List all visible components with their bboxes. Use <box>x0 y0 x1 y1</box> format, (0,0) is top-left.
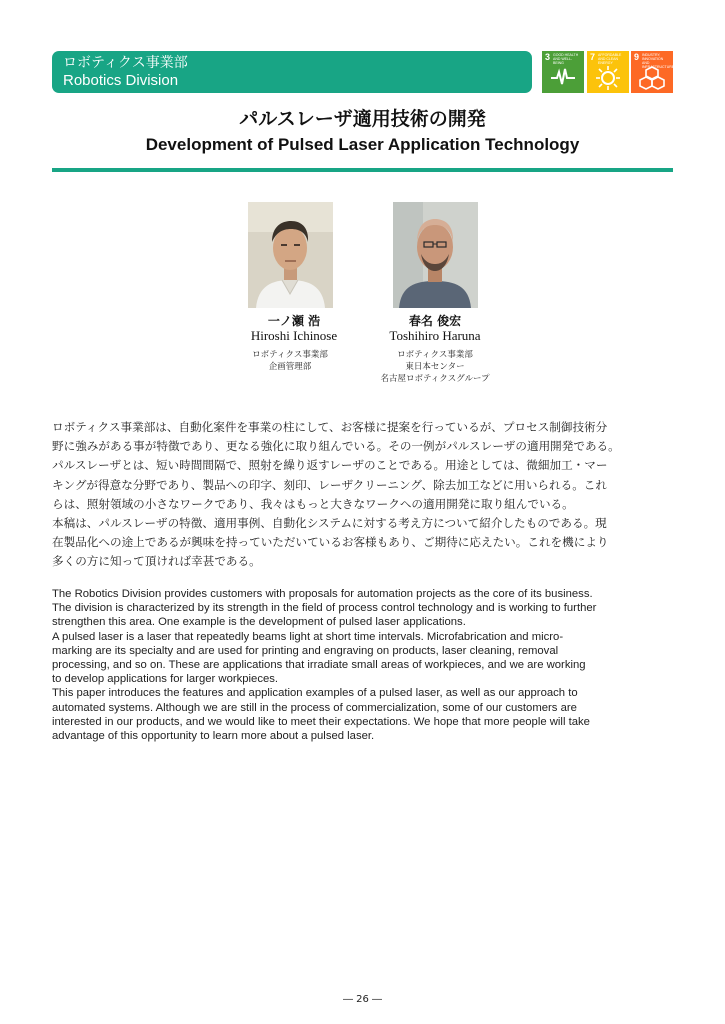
abstract-line: The division is characterized by its strength in the field of process control technology and is working to further <box>52 602 597 615</box>
abstract-line: キングが得意な分野であり、製品への印字、刻印、レーザクリーニング、除去加工などに用いられる。これ <box>52 477 607 492</box>
sdg-label: GOOD HEALTH AND WELL-BEING <box>553 53 579 65</box>
sdg-number: 7 <box>590 52 596 62</box>
author-photo <box>393 202 478 308</box>
sdg-number: 3 <box>545 52 551 62</box>
author-name-en: Hiroshi Ichinose <box>250 328 338 343</box>
abstract-line: automated systems. Although we are still in the process of commercialization, some of our customers are <box>52 701 577 714</box>
division-name-jp: ロボティクス事業部 <box>63 55 188 71</box>
abstract-line: パルスレーザとは、短い時間間隔で、照射を繰り返すレーザのことである。用途としては、微細加工・マー <box>52 458 608 473</box>
heartbeat-icon <box>550 66 576 88</box>
author-name-jp: 春名 俊宏 <box>408 314 462 328</box>
abstract-en <box>52 587 674 743</box>
author-name-en: Toshihiro Haruna <box>389 328 481 343</box>
page-title-jp: パルスレーザ適用技術の開発 <box>239 108 486 130</box>
abstract-line: A pulsed laser is a laser that repeatedly beams light at short time intervals. Microfabrication and micro- <box>52 630 564 643</box>
title-divider <box>52 168 673 172</box>
abstract-line: 本稿は、パルスレーザの特徴、適用事例、自動化システムに対する考え方について紹介したものである。現 <box>52 516 607 531</box>
affiliation-line: ロボティクス事業部 <box>397 350 473 360</box>
author-photo <box>248 202 333 308</box>
abstract-line: This paper introduces the features and application examples of a pulsed laser, as well as our approach to <box>52 687 578 700</box>
cubes-icon <box>639 66 665 90</box>
affiliation-line: ロボティクス事業部 <box>252 350 328 360</box>
sdg-label: INDUSTRY, INNOVATION AND INFRASTRUCTURE <box>642 53 675 69</box>
sdg-9-badge <box>631 51 673 93</box>
sdg-number: 9 <box>634 52 640 62</box>
abstract-line: strengthen this area. One example is the development of pulsed laser applications. <box>52 616 466 629</box>
author-name-jp: 一ノ瀬 浩 <box>267 314 321 328</box>
page-title-en: Development of Pulsed Laser Application Technology <box>145 135 580 154</box>
abstract-line: 野に強みがある事が特徴であり、更なる強化に取り組んでいる。その一例がパルスレーザの適用開発である。 <box>52 439 620 454</box>
abstract-line: 多くの方に知って頂ければ幸甚である。 <box>52 554 261 569</box>
sun-icon <box>595 66 621 90</box>
affiliation-line: 名古屋ロボティクスグループ <box>380 374 490 384</box>
sdg-label: AFFORDABLE AND CLEAN ENERGY <box>598 53 622 65</box>
abstract-line: marking are its specialty and are used for printing and engraving on products, laser cleaning, removal <box>52 644 559 657</box>
abstract-line: interested in our products, and we would like to meet their expectations. We hope that more people will take <box>52 715 590 728</box>
author-affiliation <box>335 349 535 385</box>
abstract-line: advantage of this opportunity to learn more about a pulsed laser. <box>52 730 375 743</box>
division-name-en: Robotics Division <box>63 72 179 89</box>
division-tag <box>52 51 532 93</box>
abstract-line: らは、照射領域の小さなワークであり、我々はもっと大きなワークへの適用開発に取り組んでいる。 <box>52 496 574 511</box>
abstract-line: 在製品化への途上であるが興味を持っていただいているお客様もあり、ご期待に応えたい。これを機により <box>52 535 609 550</box>
sdg-7-badge <box>587 51 629 93</box>
affiliation-line: 企画管理部 <box>268 362 312 372</box>
sdg-3-badge <box>542 51 584 93</box>
page-number: ― 26 ― <box>342 994 383 1005</box>
abstract-line: ロボティクス事業部は、自動化案件を事業の柱にして、お客様に提案を行っているが、プロセス制御技術分 <box>52 420 608 434</box>
abstract-jp <box>52 418 674 572</box>
abstract-line: to develop applications for larger workpieces. <box>52 673 279 686</box>
affiliation-line: 東日本センター <box>405 362 465 372</box>
abstract-line: processing, and so on. These are applications that irradiate small areas of workpieces, and we are working <box>52 659 586 672</box>
abstract-line: The Robotics Division provides customers with proposals for automation projects as the core of its business. <box>52 588 593 600</box>
